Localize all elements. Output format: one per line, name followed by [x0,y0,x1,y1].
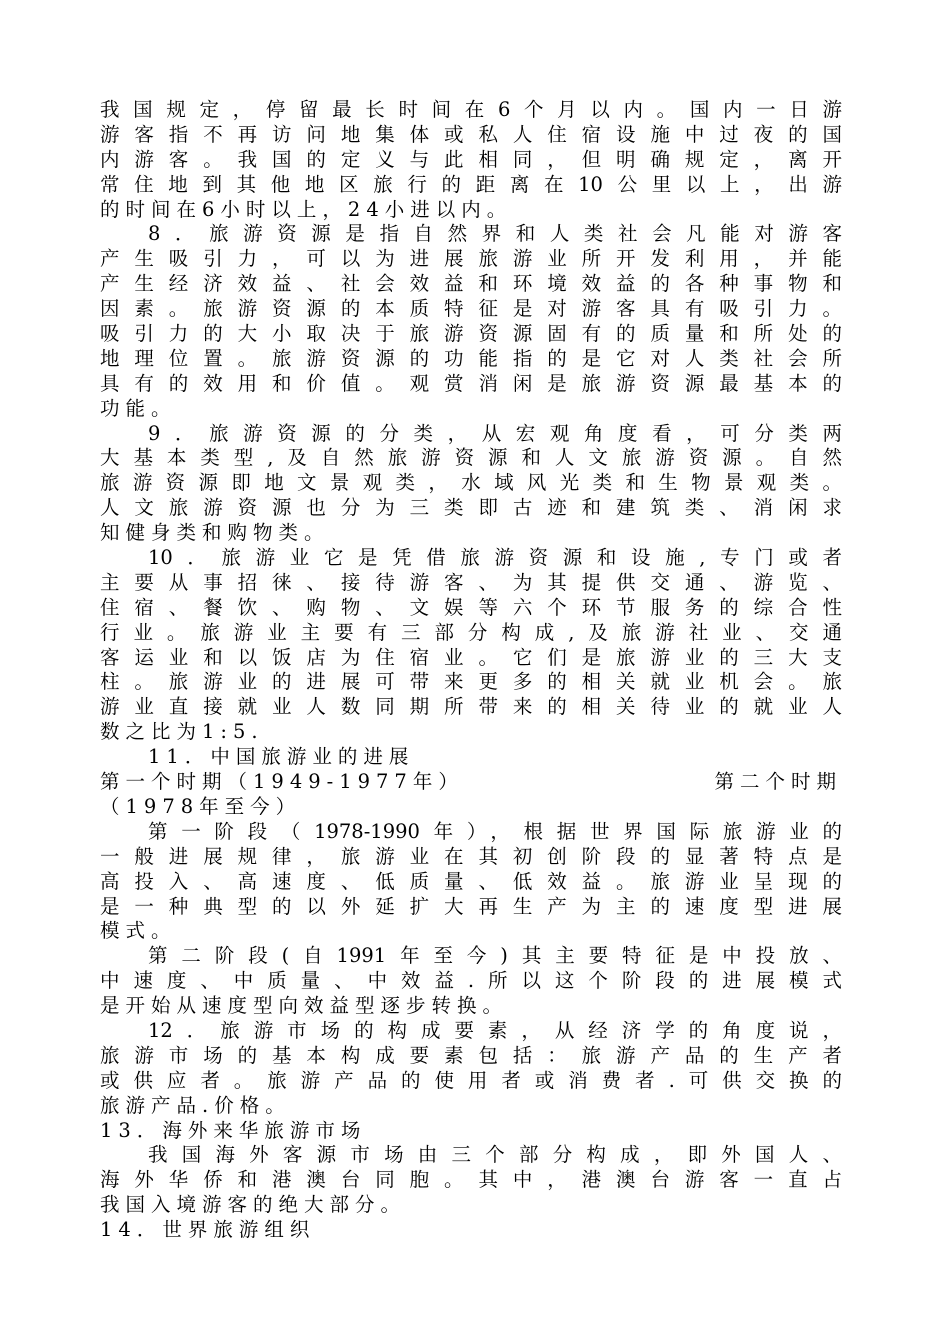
text-line: 产生经济效益、社会效益和环境效益的各种事物和 [100,272,842,296]
text-line: 行业。旅游业主要有三部分构成,及旅游社业、交通 [100,620,842,644]
document-body [100,98,842,1243]
text-line: 是一种典型的以外延扩大再生产为主的速度型进展 [100,894,842,918]
text-line: 大基本类型,及自然旅游资源和人文旅游资源。自然 [100,446,842,470]
text-line: 因素。旅游资源的本质特征是对游客具有吸引力。 [100,297,842,321]
text-line: 旅游产品.价格。 [100,1093,291,1117]
text-line: 旅游市场的基本构成要素包括：旅游产品的生产者 [100,1043,842,1067]
text-line: 游客指不再访问地集体或私人住宿设施中过夜的国 [100,122,842,146]
paragraphs-bottom [100,795,842,1243]
period-row [100,770,842,795]
text-line: 功能。 [100,396,177,420]
text-line: 我国入境游客的绝大部分。 [100,1193,407,1217]
text-line: 吸引力的大小取决于旅游资源固有的质量和所处的 [100,322,842,346]
text-line: 我国海外客源市场由三个部分构成，即外国人、 [148,1143,842,1167]
text-line: 高投入、高速度、低质量、低效益。旅游业呈现的 [100,869,842,893]
text-line: 12．旅游市场的构成要素，从经济学的角度说， [148,1018,842,1042]
text-line: 的时间在6小时以上，24小进以内。 [100,197,513,221]
text-line: 知健身类和购物类。 [100,521,330,545]
text-line: 客运业和以饭店为住宿业。它们是旅游业的三大支 [100,645,842,669]
text-line: 柱。旅游业的进展可带来更多的相关就业机会。旅 [100,670,842,694]
period-one-label: 第一个时期（1949-1977年） [100,770,464,794]
text-line: 是开始从速度型向效益型逐步转换。 [100,994,509,1018]
text-line: 10．旅游业它是凭借旅游资源和设施,专门或者 [148,546,842,570]
paragraphs-top [100,98,842,770]
text-line: 产生吸引力，可以为进展旅游业所开发利用，并能 [100,247,842,271]
text-line: 一般进展规律，旅游业在其初创阶段的显著特点是 [100,844,842,868]
text-line: 第一阶段（1978-1990年），根据世界国际旅游业的 [148,819,842,843]
text-line: 9．旅游资源的分类，从宏观角度看，可分类两 [148,421,842,445]
text-line: 13．海外来华旅游市场 [100,1118,367,1142]
text-line: 游业直接就业人数同期所带来的相关待业的就业人 [100,695,842,719]
text-line: 8．旅游资源是指自然界和人类社会凡能对游客 [148,222,842,246]
period-two-label: 第二个时期 [714,770,842,794]
text-line: 地理位置。旅游资源的功能指的是它对人类社会所 [100,346,842,370]
text-line: 14．世界旅游组织 [100,1218,316,1242]
text-line: 内游客。我国的定义与此相同，但明确规定，离开 [100,147,842,171]
text-line: 住宿、餐饮、购物、文娱等六个环节服务的综合性 [100,595,842,619]
text-line: 常住地到其他地区旅行的距离在10公里以上，出游 [100,172,842,196]
text-line: 中速度、中质量、中效益.所以这个阶段的进展模式 [100,969,842,993]
text-line: 我国规定，停留最长时间在6个月以内。国内一日游 [100,98,842,121]
text-line: 海外华侨和港澳台同胞。其中，港澳台游客一直占 [100,1168,842,1192]
text-line: 具有的效用和价值。观赏消闲是旅游资源最基本的 [100,371,842,395]
text-line: 11．中国旅游业的进展 [148,745,415,769]
text-line: 主要从事招徕、接待游客、为其提供交通、游览、 [100,570,842,594]
text-line: 人文旅游资源也分为三类即古迹和建筑类、消闲求 [100,496,842,520]
text-line: （1978年至今） [100,794,302,818]
text-line: 模式。 [100,919,177,943]
text-line: 旅游资源即地文景观类，水域风光类和生物景观类。 [100,471,842,495]
text-line: 第二阶段(自1991年至今)其主要特征是中投放、 [148,944,842,968]
text-line: 数之比为1:5. [100,720,264,744]
text-line: 或供应者。旅游产品的使用者或消费者.可供交换的 [100,1068,842,1092]
